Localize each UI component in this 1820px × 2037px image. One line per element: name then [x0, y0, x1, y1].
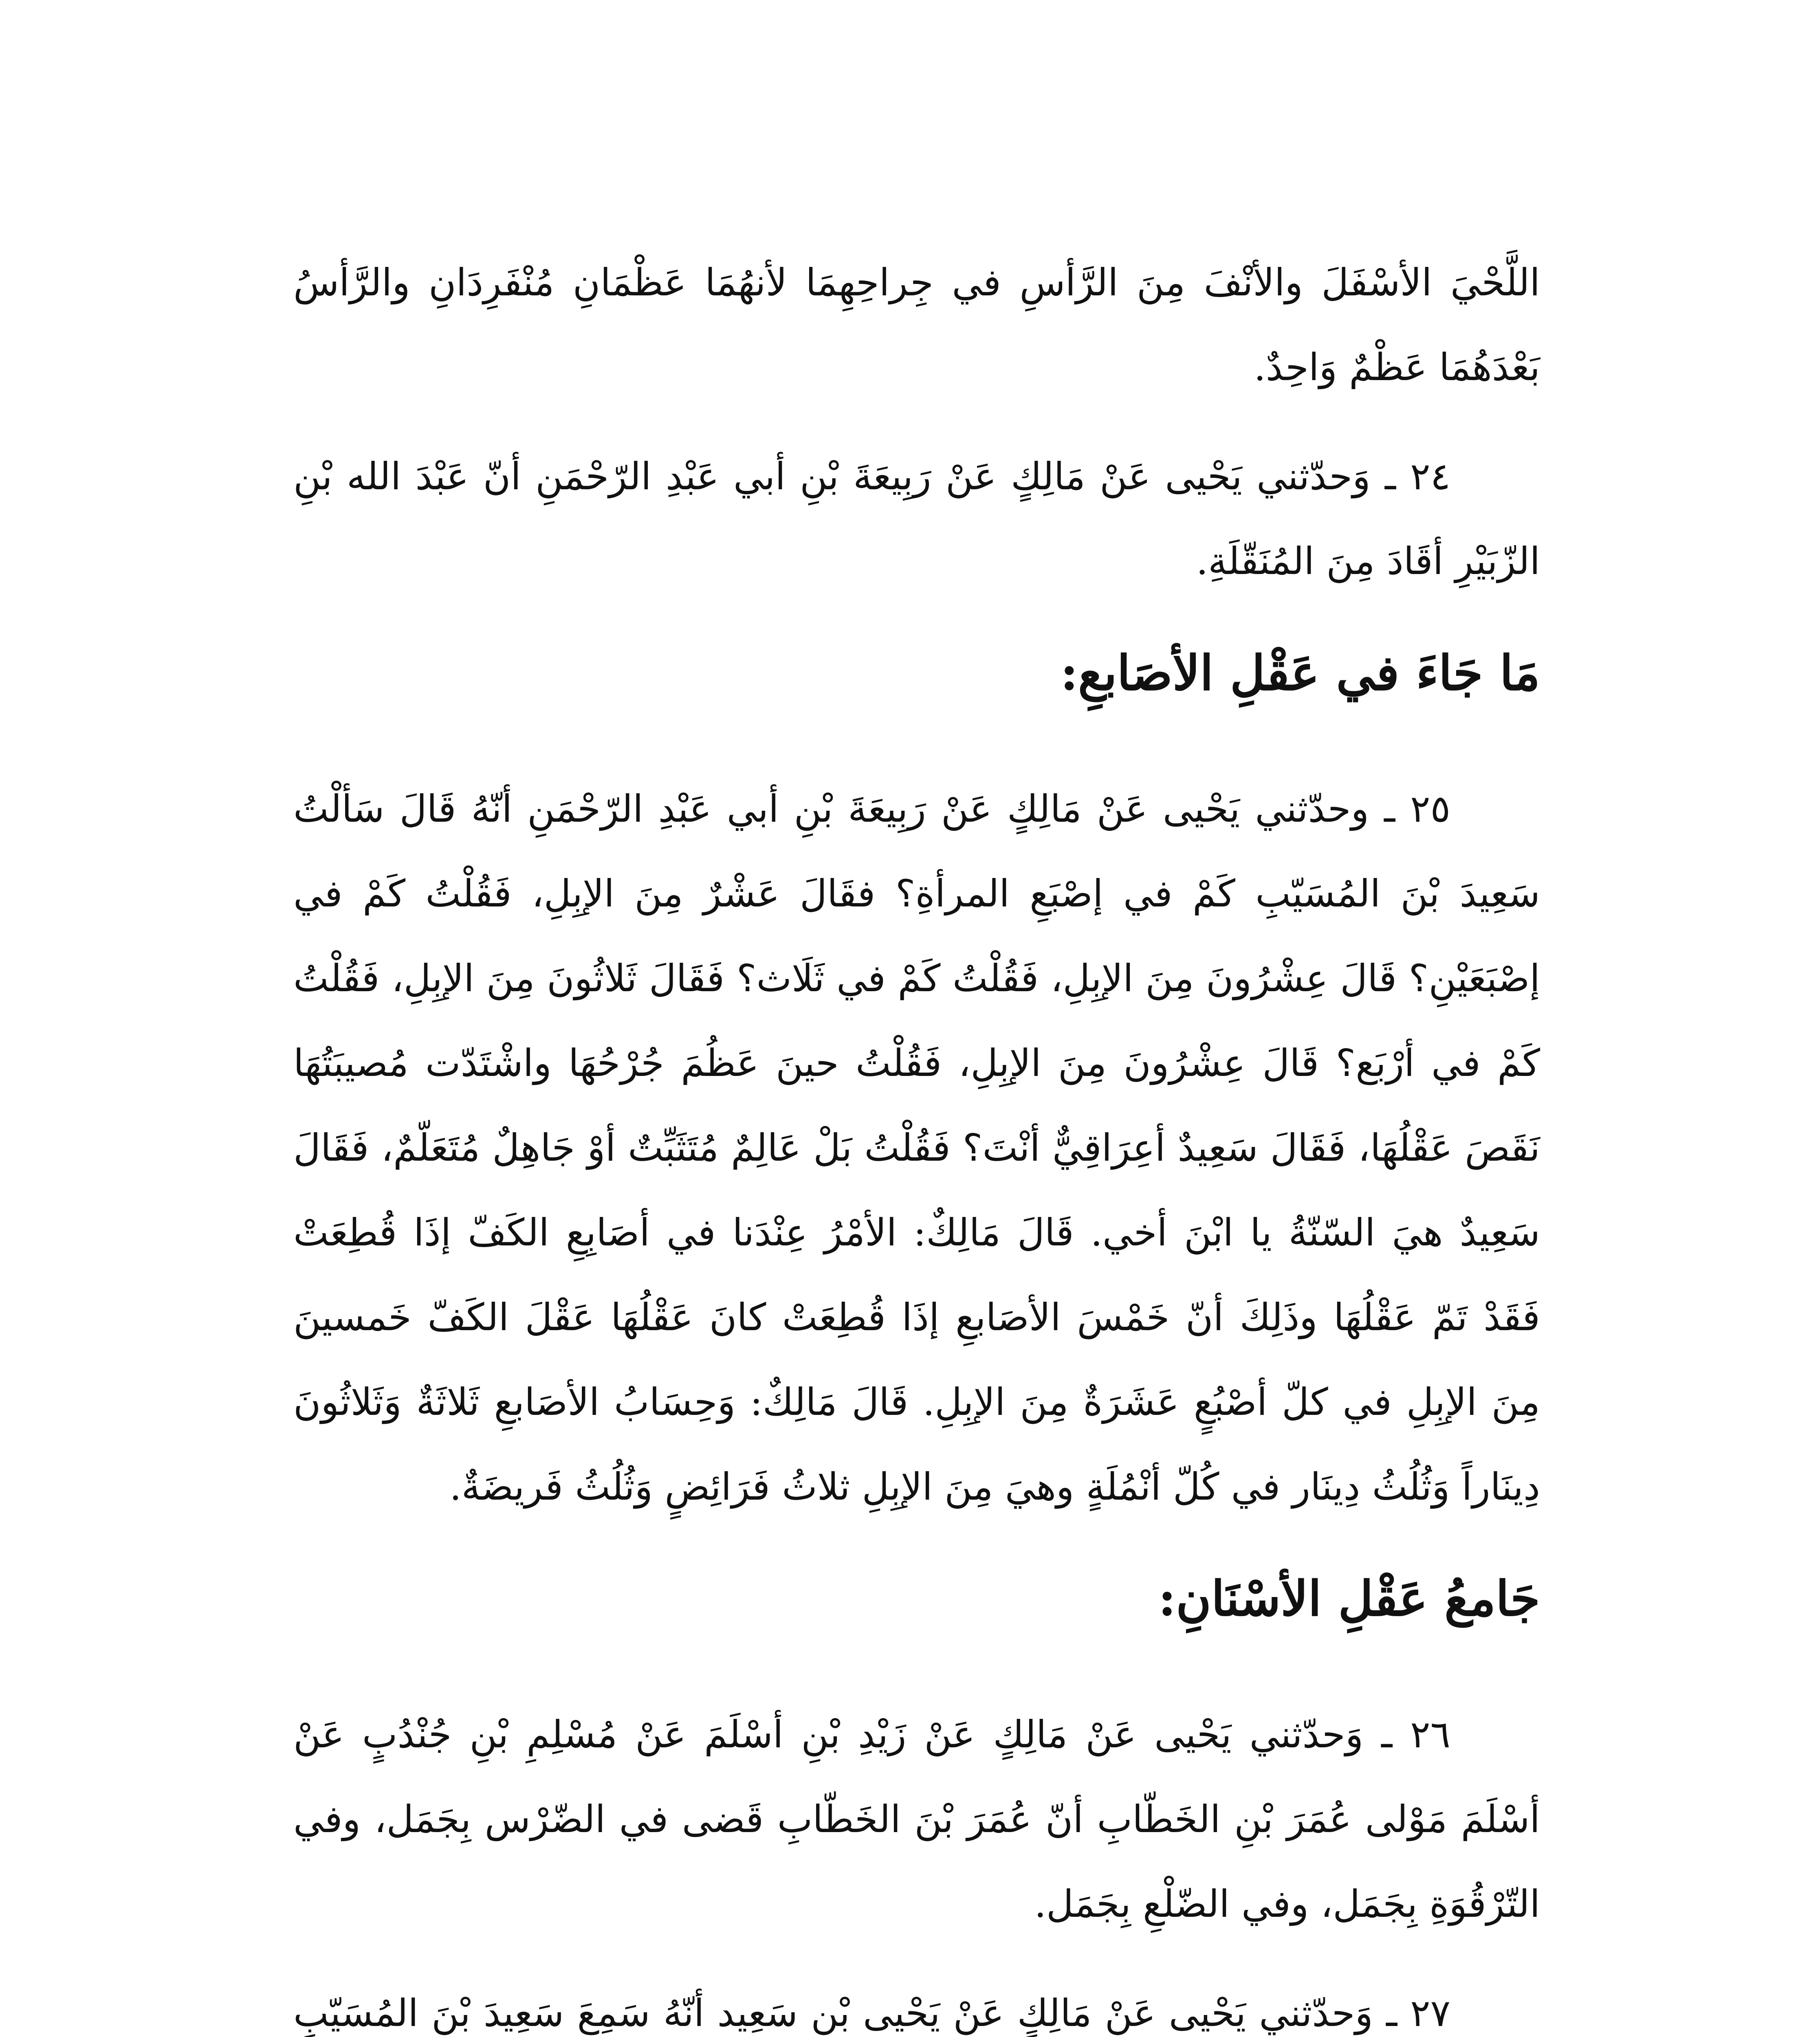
hadith-27: ٢٧ ـ وَحدّثني يَحْيى عَنْ مَالِكٍ عَنْ يَحْيى بْنِ سَعِيد أنّهُ سَمِعَ سَعِيدَ بْنَ المُسَيّبِ [293, 1991, 1450, 2035]
paragraph-continuation: اللَّحْيَ الأسْفَلَ والأنْفَ مِنَ الرَّأسِ في جِراحِهِمَا لأنهُمَا عَظْمَانِ مُنْفَرِدَانِ والرَّأسُ بَعْدَهُمَا عَظْمٌ وَاحِدٌ. [293, 261, 1540, 389]
section-heading-teeth: جَامعُ عَقْلِ الأسْنَانِ: [1158, 1570, 1540, 1627]
hadith-25: ٢٥ ـ وحدّثني يَحْيى عَنْ مَالِكٍ عَنْ رَبِيعَةَ بْنِ أبي عَبْدِ الرّحْمَنِ أنّهُ قَالَ سَألْتُ سَعِيدَ بْنَ المُسَيّبِ كَمْ في إصْبَعِ المرأةِ؟ فقَالَ عَشْرٌ مِنَ الإبِلِ، فَقُلْتُ كَمْ في إصْبَعَيْنِ؟ قَالَ عِشْرُونَ مِنَ الإبِلِ، فَقُلْتُ كَمْ في ثَلَاث؟ فَقَالَ ثَلاثُونَ مِنَ الإبِلِ، فَقُلْتُ كَمْ في أرْبَع؟ قَالَ عِشْرُونَ مِنَ الإبِلِ، فَقُلْتُ حينَ عَظُمَ جُرْحُهَا واشْتَدّت مُصيبَتُهَا نَقَصَ عَقْلُهَا، فَقَالَ سَعِيدٌ أعِرَاقِيٌّ أنْتَ؟ فَقُلْتُ بَلْ عَالِمٌ مُتَثَبِّتٌ أوْ جَاهِلٌ مُتَعَلّمٌ، فَقَالَ سَعِيدٌ هيَ السّنّةُ يا ابْنَ أخي. قَالَ مَالِكٌ: الأمْرُ عِنْدَنا في أصَابِعِ الكَفّ إذَا قُطِعَتْ فَقَدْ تَمّ عَقْلُهَا وذَلِكَ أنّ خَمْسَ الأصَابعِ إذَا قُطِعَتْ كانَ عَقْلُهَا عَقْلَ الكَفّ خَمسينَ مِنَ الإبِلِ في كلّ أصْبُعٍ عَشَرَةٌ مِنَ الإبِلِ. قَالَ مَالِكٌ: وَحِسَابُ الأصَابعِ ثَلاثَةٌ وَثَلاثُونَ دِينَاراً وَثُلُثُ دِينَار في كُلّ أنْمُلَةٍ وهيَ مِنَ الإبِلِ ثلاثُ فَرَائِضٍ وَثُلُثُ فَريضَةٌ. [293, 787, 1540, 1509]
hadith-24: ٢٤ ـ وَحدّثني يَحْيى عَنْ مَالِكٍ عَنْ رَبِيعَةَ بْنِ أبي عَبْدِ الرّحْمَنِ أنّ عَبْدَ الله بْنِ الزّبَيْرِ أقَادَ مِنَ المُنَقّلَةِ. [293, 455, 1540, 583]
hadith-26: ٢٦ ـ وَحدّثني يَحْيى عَنْ مَالِكٍ عَنْ زَيْدِ بْنِ أسْلَمَ عَنْ مُسْلِمِ بْنِ جُنْدُبٍ عَنْ أسْلَمَ مَوْلى عُمَرَ بْنِ الخَطّابِ أنّ عُمَرَ بْنَ الخَطّابِ قَضى في الضّرْس بِجَمَل، وفي التّرْقُوَةِ بِجَمَل، وفي الضّلْعِ بِجَمَل. [293, 1713, 1540, 1926]
page-body [293, 240, 1540, 2037]
section-heading-fingers: مَا جَاءَ في عَقْلِ الأصَابعِ: [1060, 645, 1540, 701]
